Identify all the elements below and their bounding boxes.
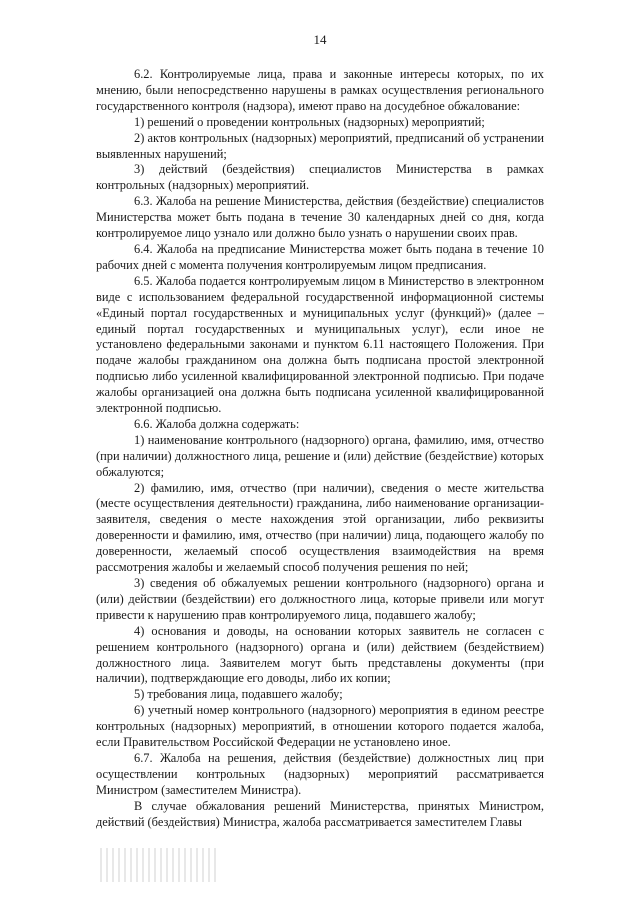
paragraph-6-4: 6.4. Жалоба на предписание Министерства может быть подана в течение 10 рабочих дней с момента получения контролируемым лицом предписания. [96, 241, 544, 272]
faint-stamp-mark [100, 848, 218, 882]
list-item-6-6-5: 5) требования лица, подавшего жалобу; [134, 687, 343, 702]
list-item-6-2-1: 1) решений о проведении контрольных (надзорных) мероприятий; [134, 114, 485, 129]
paragraph-6-5: 6.5. Жалоба подается контролируемым лицом в Министерство в электронном виде с использованием федеральной государственной информационной системы «Единый портал государственных и муниципальных услуг (функций)» (далее – единый портал государственных и муниципальных услуг), если иное не установлено федеральными законами и пунктом 6.11 настоящего Положения. При подаче жалобы гражданином она должна быть подписана простой электронной подписью либо усиленной квалифицированной электронной подписью. При подаче жалобы организацией она должна быть подписана усиленной квалифицированной электронной подписью. [96, 273, 544, 416]
paragraph-6-2: 6.2. Контролируемые лица, права и законные интересы которых, по их мнению, были непосредственно нарушены в рамках осуществления регионального государственного контроля (надзора), имеют право на досудебное обжалование: [96, 67, 544, 113]
list-item-6-2-3: 3) действий (бездействия) специалистов Министерства в рамках контрольных (надзорных) мероприятий. [96, 162, 544, 193]
page-number: 14 [313, 32, 327, 47]
list-item-6-6-6: 6) учетный номер контрольного (надзорного) мероприятия в едином реестре контрольных (надзорных) мероприятий, в отношении которого подается жалоба, если Правительством Российской Федерации не установлено иное. [96, 703, 544, 750]
paragraph-6-6: 6.6. Жалоба должна содержать: [134, 416, 300, 431]
list-item-6-6-2: 2) фамилию, имя, отчество (при наличии), сведения о месте жительства (месте осуществления деятельности) гражданина, либо наименование организации-заявителя, сведения о месте нахождения этой организации, либо реквизиты доверенности и фамилию, имя, отчество (при наличии) лица, подающего жалобу по доверенности, желаемый способ осуществления взаимодействия на время рассмотрения жалобы и желаемый способ получения решения по ней; [96, 480, 544, 575]
paragraph-6-7-continued: В случае обжалования решений Министерства, принятых Министром, действий (бездействия) Министра, жалоба рассматривается заместителем Главы [96, 798, 544, 829]
list-item-6-6-4: 4) основания и доводы, на основании которых заявитель не согласен с решением контрольного (надзорного) органа и (или) действием (бездействием) должностного лица. Заявителем могут быть представлены документы (при наличии), подтверждающие его доводы, либо их копии; [96, 623, 544, 686]
list-item-6-2-2: 2) актов контрольных (надзорных) мероприятий, предписаний об устранении выявленных нарушений; [96, 130, 544, 161]
paragraph-6-7: 6.7. Жалоба на решения, действия (бездействие) должностных лиц при осуществлении контрольных (надзорных) мероприятий рассматривается Министром (заместителем Министра). [96, 750, 544, 797]
list-item-6-6-1: 1) наименование контрольного (надзорного) органа, фамилию, имя, отчество (при наличии) должностного лица, решение и (или) действие (бездействие) которых обжалуются; [96, 432, 544, 479]
document-body [96, 67, 544, 831]
paragraph-6-3: 6.3. Жалоба на решение Министерства, действия (бездействие) специалистов Министерства может быть подана в течение 30 календарных дней со дня, когда контролируемое лицо узнало или должно было узнать о нарушении своих прав. [96, 194, 544, 241]
list-item-6-6-3: 3) сведения об обжалуемых решении контрольного (надзорного) органа и (или) действии (бездействии) его должностного лица, которые привели или могут привести к нарушению прав контролируемого лица, подавшего жалобу; [96, 576, 544, 622]
